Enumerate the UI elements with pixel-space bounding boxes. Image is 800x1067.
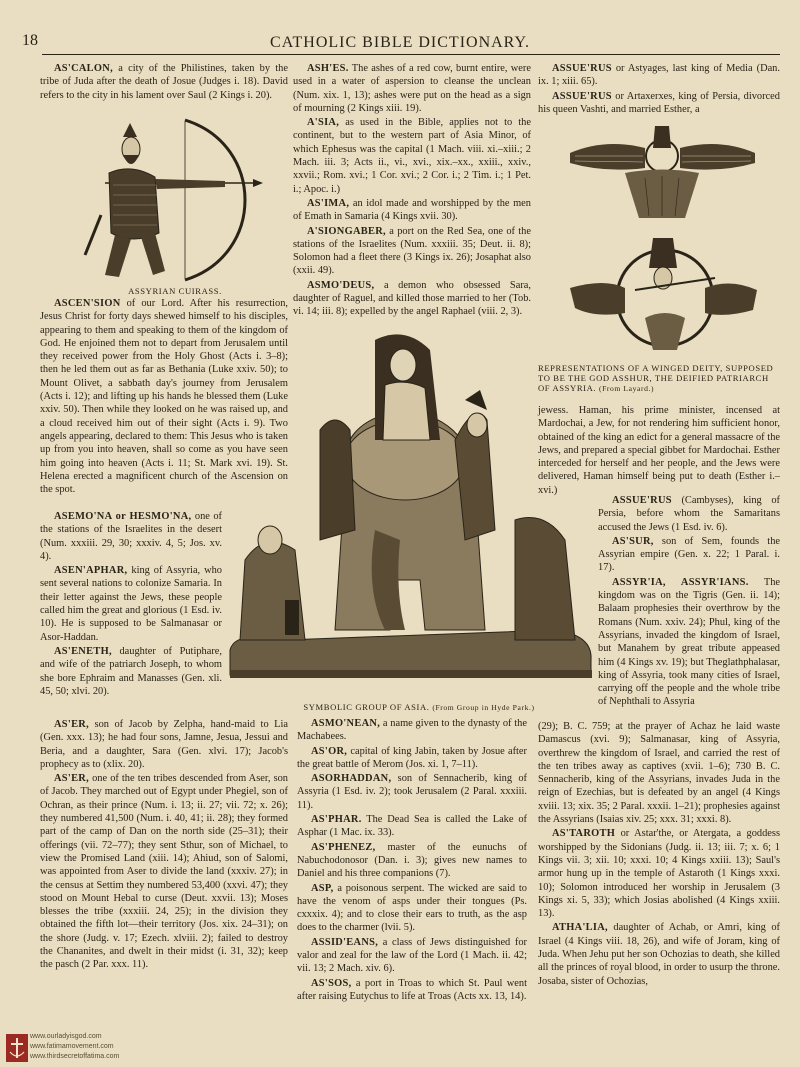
entry: A'SIONGABER, a port on the Red Sea, one of the stations of the Israelites (Num. xxxiii. 35; Deut. ii. 8); Solomon had a fleet there (3 Kings ix. 26); Josaphat also (xxii. 49). (293, 225, 531, 277)
page-title: CATHOLIC BIBLE DICTIONARY. (270, 34, 530, 51)
winged-deity-upper (570, 126, 755, 218)
entry: AS'CALON, a city of the Philistines, taken by the tribe of Juda after the death of Josue (Judges i. 18). David refers to the city in his lament over Saul (2 Kings i. 20). (40, 63, 288, 101)
entry: AS'OR, capital of king Jabin, taken by Josue after the great battle of Merom (Jos. xi. 1, 7–11). (297, 745, 527, 770)
entry: ASEN'APHAR, king of Assyria, who sent several nations to colonize Samaria. In their letter against the Jews, these people called him the great and glorious (1 Esd. iv. 10). He is supposed to be Salmanasar or Asor-Haddan. (40, 565, 222, 643)
fatima-logo-icon (6, 1034, 28, 1062)
entry: AS'PHENEZ, master of the eunuchs of Nabuchodonosor (Dan. i. 3); gives new names to Daniel and his three companions (7). (297, 841, 527, 880)
entry: ASMO'NEAN, a name given to the dynasty of the Machabees. (297, 718, 527, 743)
entry: ASSUE'RUS or Astyages, last king of Media (Dan. ix. 1; xiii. 65). (538, 63, 780, 88)
column-3-top (538, 62, 780, 117)
entry: AS'ER, son of Jacob by Zelpha, hand-maid to Lia (Gen. xxx. 13); he had four sons, Jamne, Jesua, Jessui and Beria, and a daughter, Sara (Gen. xlvi. 17); Jacob's prophecy as to (xlix. 20). (40, 719, 288, 770)
column-1-top (40, 62, 288, 103)
entry: ASSUE'RUS or Artaxerxes, king of Persia, divorced his queen Vashti, and married Esther, a (538, 90, 780, 115)
column-3-lower (538, 720, 780, 989)
entry: ASSUE'RUS (Cambyses), king of Persia, before whom the Samaritans accused the Jews (1 Esd. iv. 6). (598, 495, 780, 533)
entry: ASEMO'NA or HESMO'NA, one of the stations of the Israelites in the desert (Num. xxxiii. 29, 30; xxxiv. 4, 5; Jos. xv. 4). (40, 511, 222, 562)
entry: AS'IMA, an idol made and worshipped by the men of Emath in Samaria (4 Kings xvii. 30). (293, 197, 531, 223)
entry: ASORHADDAN, son of Sennacherib, king of Assyria (1 Esd. iv. 2); took Jerusalem (2 Paral. xxxiii. 11). (297, 773, 527, 811)
header-divider (42, 54, 780, 55)
page-number: 18 (22, 32, 38, 49)
entry: AS'ENETH, daughter of Putiphare, and wife of the patriarch Joseph, to whom she bore Ephraim and Manasses (Gen. xli. 45, 50; xlvi. 20). (40, 645, 222, 697)
column-1-lower (40, 718, 288, 973)
column-2-lower (297, 717, 527, 1004)
entry: AS'SUR, son of Sem, founds the Assyrian empire (Gen. x. 22; 1 Paral. i. 17). (598, 535, 780, 574)
column-3-narrow (598, 494, 780, 710)
entry: ATHA'LIA, daughter of Achab, or Amri, king of Israel (4 Kings viii. 18, 26), and wife of Joram, king of Juda. When Jehu put her son Ochozias to death, she killed all the princes of royal blood, in order to usurp the throne. Josaba, sister of Ochozias, (538, 922, 780, 987)
entry-continuation: (29); B. C. 759; at the prayer of Achaz he laid waste Damascus (xvi. 9); Salmanasar, king of Assyria, overthrew the kingdom of Israel, and carried the rest of the ten tribes away as captives (xvii. 1–6); 730 B. C. Sennacherib, king of the Assyrians, invades Juda in the reign of Ezechias, but is defeated by an angel (4 Kings xviii. 13; xix. 35; 2 Paral. xxxii. 1–21); prophesies against the Assyrians (Isaias xiv. 25; xxx. 31; xxxi. 8). (538, 721, 780, 826)
entry: ASMO'DEUS, a demon who obsessed Sara, daughter of Raguel, and killed those married to her (Tob. vi. 14; iii. 8); expelled by the angel Raphael (viii. 2, 3). (293, 279, 531, 318)
figure-caption-asia: SYMBOLIC GROUP OF ASIA. (From Group in Hyde Park.) (303, 702, 535, 712)
column-1-narrow (40, 510, 222, 699)
figure-caption-winged-deity: REPRESENTATIONS OF A WINGED DEITY, SUPPOSED TO BE THE GOD ASSHUR, THE DEIFIED PATRIARCH OF ASSYRIA. (From Layard.) (538, 363, 774, 393)
assyrian-cuirass-illustration (75, 115, 265, 285)
column-2-top (293, 62, 531, 320)
figure-caption-cuirass: ASSYRIAN CUIRASS. (128, 286, 222, 296)
entry: ASH'ES. The ashes of a red cow, burnt entire, were used in a water of aspersion to cleanse the unclean (Num. xix. 1, 13); ashes were put on the head as a sign of mourning (2 Kings xiii. 19). (293, 63, 531, 114)
entry: AS'ER, one of the ten tribes descended from Aser, son of Jacob. They marched out of Egypt under Phegiel, son of Ochran, as their prince (Num. i. 13; ii. 27; vii. 72; x. 26); they numbered 41,500 (Num. i. 40, 41; ii. 28); they formed part of the camp of Dan on the north side (25–31); their offerings (vii. 72–77); they sent Sthur, son of Michael, to view the Promised Land (xiii. 14); Ahiud, son of Salomi, was appointed from Aser to divide the land (xxxiv. 27); in the census at Settim they numbered 53,400 (xxvi. 47); they stood on Mount Hebal to curse (Deut. xxvii. 13); Moses blesses the tribe (xxxiii. 24, 25); in the division they obtained the fifth lot—their territory (Jos. xix. 24–31); on the shore (Judg. v. 17; Ezech. xlviii. 2); failed to destroy the Chananites, and dwelt in their midst (i. 31, 32); keep the pasch (2 Par. xxx. 11). (40, 773, 288, 971)
entry: ASSYR'IA, ASSYR'IANS. The kingdom was on the Tigris (Gen. ii. 14); Balaam prophesies their overthrow by the Romans (Num. xxiv. 24); Phul, king of the Assyrians, invaded the kingdom of Israel, but Manahem by great tribute appeased him (4 Kings xv. 19); but Theglathphalasar, king of Assyria, took many cities of Israel, carrying off the people and the whole tribe of Nephthali to Assyria (598, 576, 780, 708)
entry: ASCEN'SION of our Lord. After his resurrection, Jesus Christ for forty days shewed himself to his disciples, appearing to them and speaking to them of the kingdom of God. He enjoined them not to depart from Jerusalem until they received power from the Holy Ghost (Acts i. 3–8); then he led them out as far as Bethania (Luke xxiv. 50); to Mount Olivet, a sabbath day's journey from Jerusalem (Acts i. 12); and lifting up his hands he blessed them (Luke xxiv. 50). Then while they looked on he was raised up, and a cloud received him out of their sight (Acts i. 9). Two angels appearing, declared to them: This Jesus who is taken up from you into heaven, shall so come as you have seen him going into heaven (Acts i. 11; St. Mark xvi. 19). St. Helena erected a magnificent church of the Ascension on the spot. (40, 298, 288, 496)
footer-url[interactable]: www.thirdsecretoffatima.com (30, 1053, 120, 1060)
footer-urls (30, 1032, 119, 1062)
entry: ASP, a poisonous serpent. The wicked are said to have the venom of asps under their tongues (Ps. cxxxix. 4); and to close their ears to truth, as the asp does to the charmer (lvii. 5). (297, 882, 527, 934)
entry: AS'TAROTH or Astar'the, or Atergata, a goddess worshipped by the Sidonians (Judg. ii. 13; iii. 7; x. 6; 1 Kings vii. 3; xii. 10; xxxi. 10; 4 Kings xxiii. 13); Saul's armor hung up in the temple of Astaroth (1 Kings xxxi. 10); Solomon introduced her worship in Jerusalem (3 Kings xi. 5, 33); which Josias abolished (4 Kings xxiii. 13). (538, 828, 780, 920)
entry: AS'PHAR. The Dead Sea is called the Lake of Asphar (1 Mac. ix. 33). (297, 814, 527, 839)
entry: ASSID'EANS, a class of Jews distinguished for valor and zeal for the law of the Lord (1 Mach. ii. 42; vii. 13; 2 Mach. xiv. 6). (297, 936, 527, 975)
winged-deity-lower (570, 238, 757, 350)
footer-url[interactable]: www.ourladyisgod.com (30, 1033, 102, 1040)
entry: AS'SOS, a port in Troas to which St. Paul went after raising Eutychus to life at Troas (Acts xx. 13, 14). (297, 977, 527, 1002)
entry-continuation: jewess. Haman, his prime minister, incensed at Mardochai, a Jew, for not rendering him sufficient honor, obtained of the king an edict for a general massacre of the Jews, and prepared a special gibbet for Mardochai. Esther interceded for herself and her people, and the Jews were delivered, Haman himself being put to death (Esther i.–xvi.) (538, 405, 780, 496)
winged-deity-illustration (565, 118, 760, 358)
column-3-continuation (538, 404, 780, 498)
footer-url[interactable]: www.fatimamovement.com (30, 1043, 114, 1050)
entry: A'SIA, as used in the Bible, applies not to the continent, but to the western part of Asia Minor, of which Ephesus was the capital (1 Mach. viii. xi.–xiii.; 2 Mach. iii. 3; Acts ii., vi., xvi., xix.–xx., xxiii., xxiv., xxvii.; Rom. xvi.; 1 Cor. xvi.; 2 Cor. i.; 2 Tim. i.; 1 Pet. i.; Apoc. i.) (293, 117, 531, 195)
